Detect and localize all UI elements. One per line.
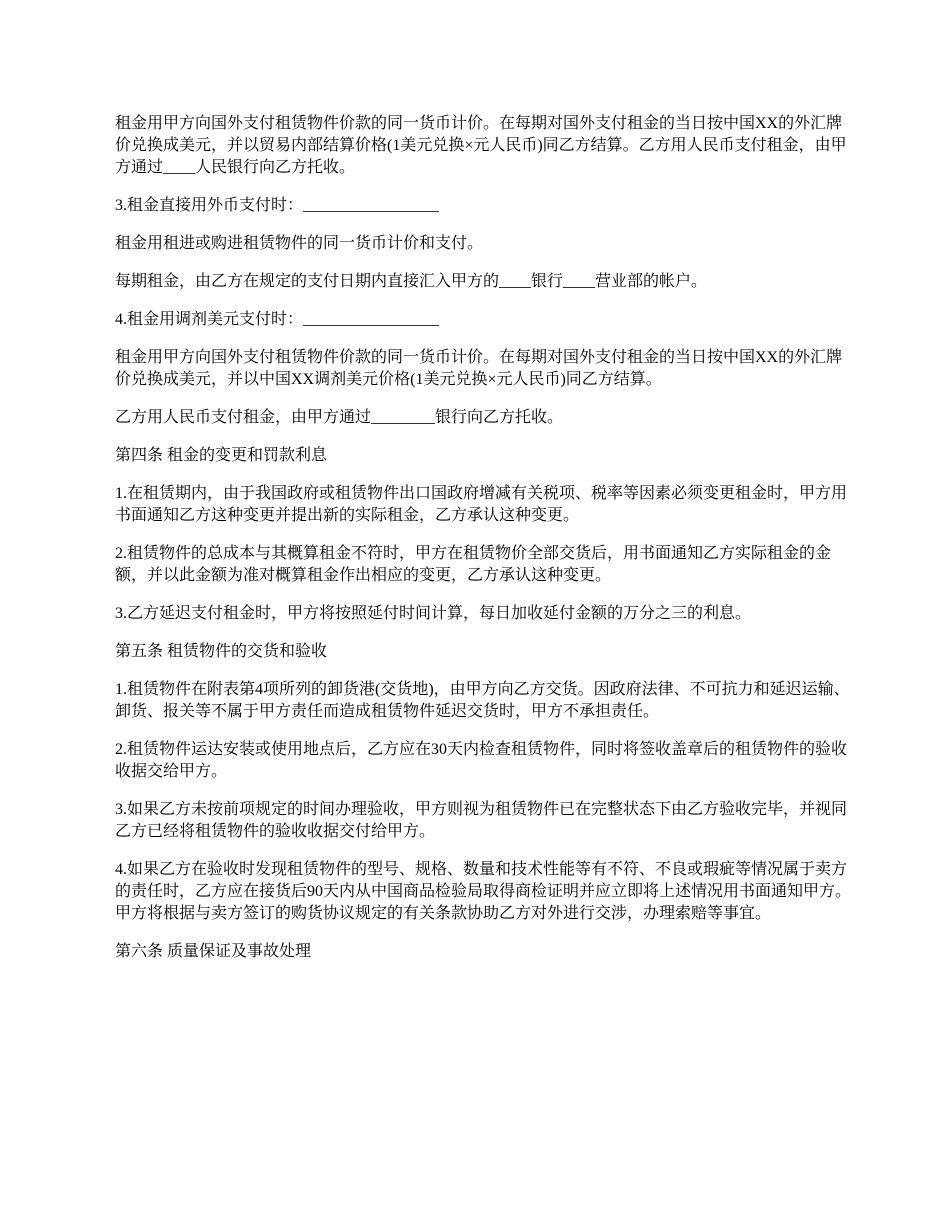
document-page: [115, 113, 855, 979]
paragraph-article-4-item-3: 3.乙方延迟支付租金时，甲方将按照延付时间计算，每日加收延付金额的万分之三的利息。: [115, 605, 752, 622]
paragraph-article-5-item-4: 4.如果乙方在验收时发现租赁物件的型号、规格、数量和技术性能等有不符、不良或瑕疵等情况属于卖方的责任时，乙方应在接货后90天内从中国商品检验局取得商检证明并应立即将上述情况用书面通知甲方。甲方将根据与卖方签订的购货协议规定的有关条款协助乙方对外进行交涉，办理索赔等事宜。: [115, 861, 852, 922]
paragraph-same-currency: 租金用租进或购进租赁物件的同一货币计价和支付。: [115, 235, 484, 252]
paragraph-clause-4-swap-dollar: 4.租金用调剂美元支付时：_________________: [115, 311, 440, 328]
paragraph-rent-pricing-rmb: 租金用甲方向国外支付租赁物件价款的同一货币计价。在每期对国外支付租金的当日按中国XX的外汇牌价兑换成美元，并以贸易内部结算价格(1美元兑换×元人民币)同乙方结算。乙方用人民币支付租金，由甲方通过____人民银行向乙方托收。: [115, 115, 847, 176]
paragraph-article-5-item-2: 2.租赁物件运达安装或使用地点后，乙方应在30天内检查租赁物件，同时将签收盖章后的租赁物件的验收收据交给甲方。: [115, 741, 848, 780]
paragraph-remit-bank: 每期租金，由乙方在规定的支付日期内直接汇入甲方的____银行____营业部的帐户。: [115, 273, 708, 290]
paragraph-article-4-item-2: 2.租赁物件的总成本与其概算租金不符时，甲方在租赁物价全部交货后，用书面通知乙方实际租金的金额，并以此金额为准对概算租金作出相应的变更，乙方承认这种变更。: [115, 545, 832, 584]
paragraph-article-5-item-3: 3.如果乙方未按前项规定的时间办理验收，甲方则视为租赁物件已在完整状态下由乙方验收完毕，并视同乙方已经将租赁物件的验收收据交付给甲方。: [115, 801, 848, 840]
paragraph-article-4-item-1: 1.在租赁期内，由于我国政府或租赁物件出口国政府增减有关税项、税率等因素必须变更租金时，甲方用书面通知乙方这种变更并提出新的实际租金，乙方承认这种变更。: [115, 485, 848, 524]
heading-article-4: 第四条 租金的变更和罚款利息: [115, 447, 328, 464]
paragraph-article-5-item-1: 1.租赁物件在附表第4项所列的卸货港(交货地)，由甲方向乙方交货。因政府法律、不可抗力和延迟运输、卸货、报关等不属于甲方责任而造成租赁物件延迟交货时，甲方不承担责任。: [115, 681, 850, 720]
paragraph-clause-3-foreign-currency: 3.租金直接用外币支付时：_________________: [115, 197, 440, 214]
paragraph-swap-dollar-pricing: 租金用甲方向国外支付租赁物件价款的同一货币计价。在每期对国外支付租金的当日按中国XX的外汇牌价兑换成美元，并以中国XX调剂美元价格(1美元兑换×元人民币)同乙方结算。: [115, 349, 843, 388]
heading-article-6: 第六条 质量保证及事故处理: [115, 943, 312, 960]
paragraph-rmb-collection: 乙方用人民币支付租金，由甲方通过________银行向乙方托收。: [115, 409, 564, 426]
heading-article-5: 第五条 租赁物件的交货和验收: [115, 643, 328, 660]
